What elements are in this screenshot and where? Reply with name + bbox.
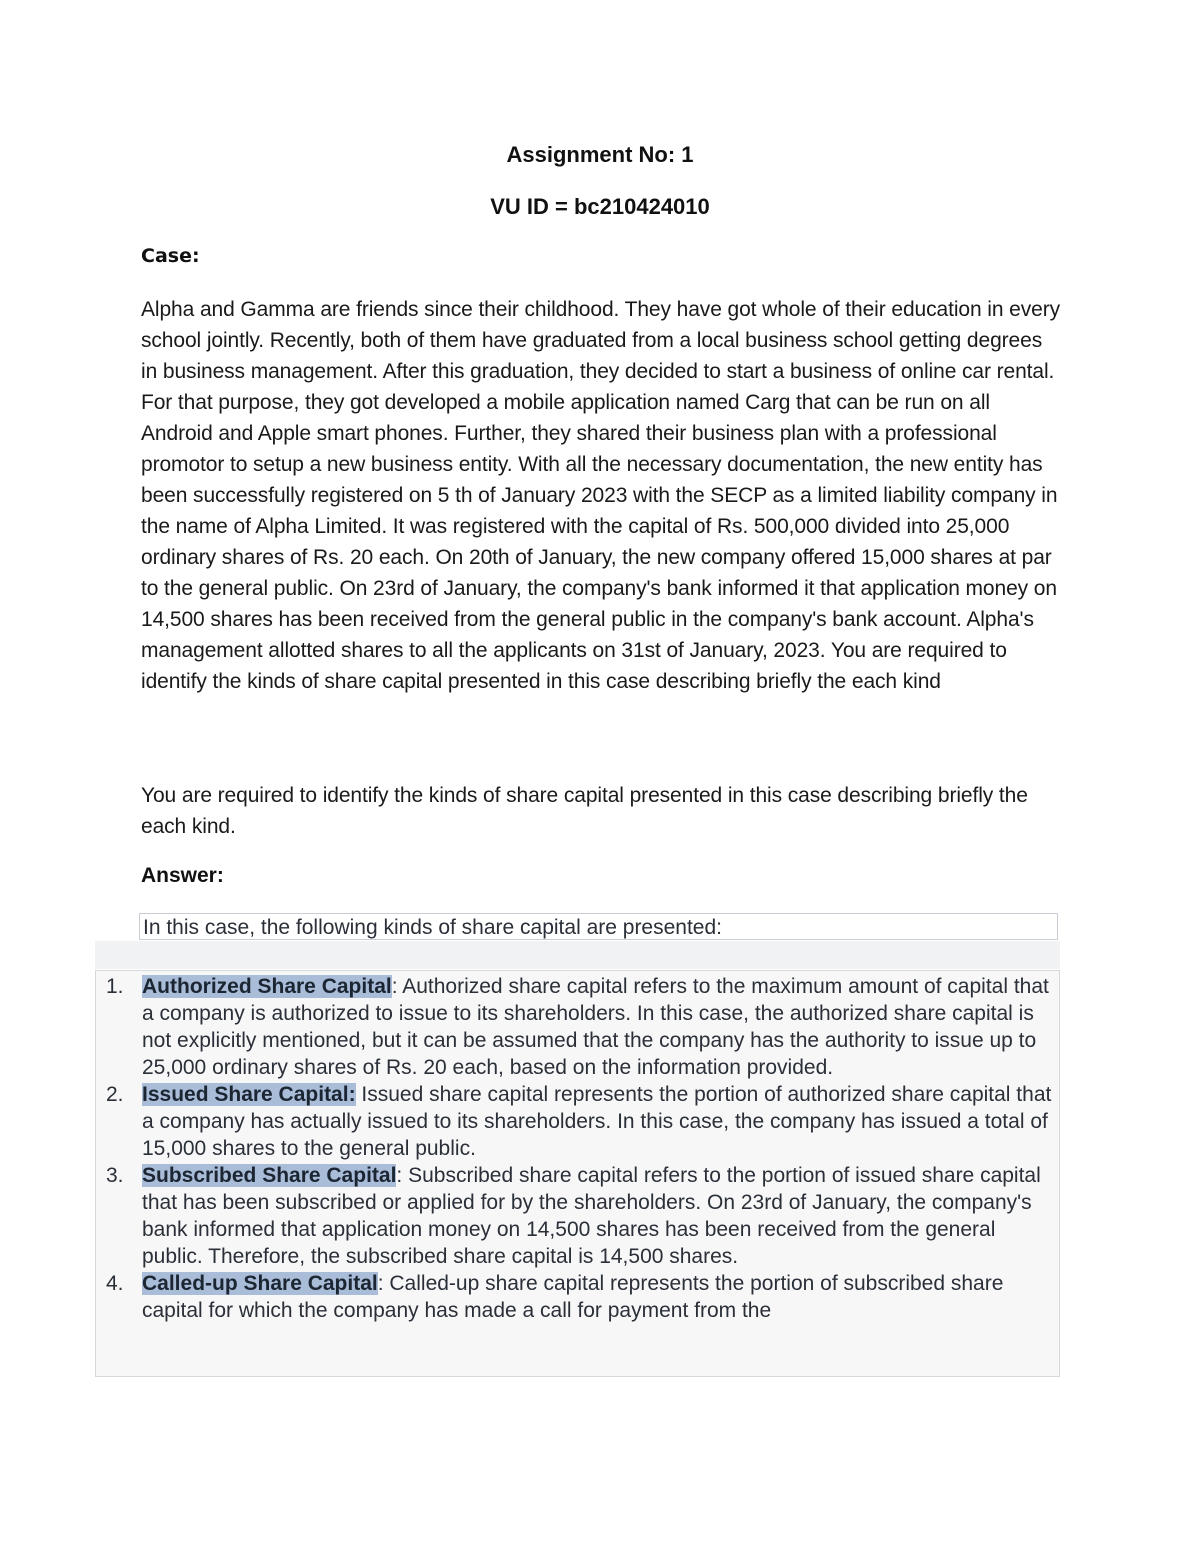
case-paragraph: Alpha and Gamma are friends since their childhood. They have got whole of their education in every school jointly. Recently, both of them have graduated from a local business school getting degrees in business management. After this graduation, they decided to start a business of online car rental. For that purpose, they got developed a mobile application named Carg that can be run on all Android and Apple smart phones. Further, they shared their business plan with a professional promotor to setup a new business entity. With all the necessary documentation, the new entity has been successfully registered on 5 th of January 2023 with the SECP as a limited liability company in the name of Alpha Limited. It was registered with the capital of Rs. 500,000 divided into 25,000 ordinary shares of Rs. 20 each. On 20th of January, the new company offered 15,000 shares at par to the general public. On 23rd of January, the company's bank informed it that application money on 14,500 shares has been received from the general public in the company's bank account. Alpha's management allotted shares to all the applicants on 31st of January, 2023. You are required to identify the kinds of share capital presented in this case describing briefly the each kind: [141, 298, 1061, 693]
list-item: [96, 1081, 1060, 1162]
share-capital-list: [96, 973, 1060, 1324]
term-highlight: Issued Share Capital:: [142, 1083, 356, 1106]
term-description: : Subscribed share capital refers to the portion of issued share capital that has been subscribed or applied for by the shareholders. On 23rd of January, the company's bank informed that application money on 14,500 shares has been received from the general public. Therefore, the subscribed share capital is 14,500 shares.: [142, 1164, 1041, 1268]
vu-id: VU ID = bc210424010: [490, 194, 710, 219]
list-item: [96, 1162, 1060, 1270]
answer-heading: Answer:: [141, 864, 224, 887]
term-description: : Called-up share capital represents the portion of subscribed share capital for which the company has made a call for payment from the: [142, 1272, 1004, 1322]
list-number: 2.: [106, 1083, 124, 1106]
term-description: Issued share capital represents the portion of authorized share capital that a company has actually issued to its shareholders. In this case, the company has issued a total of 15,000 shares to the general public.: [142, 1083, 1052, 1160]
list-number: 3.: [106, 1164, 124, 1187]
list-item: [96, 973, 1060, 1081]
question-paragraph: You are required to identify the kinds of share capital presented in this case describing briefly the each kind.: [141, 784, 1028, 838]
answer-gap-band: [95, 941, 1060, 969]
term-description: : Authorized share capital refers to the maximum amount of capital that a company is authorized to issue to its shareholders. In this case, the authorized share capital is not explicitly mentioned, but it can be assumed that the company has the authority to issue up to 25,000 ordinary shares of Rs. 20 each, based on the information provided.: [142, 975, 1049, 1079]
assignment-title: Assignment No: 1: [506, 142, 694, 167]
answer-intro: In this case, the following kinds of share capital are presented:: [139, 913, 1058, 940]
answer-list-panel: [95, 970, 1060, 1377]
case-heading: Case:: [141, 245, 200, 267]
term-highlight: Authorized Share Capital: [142, 975, 392, 998]
list-number: 1.: [106, 975, 124, 998]
list-item: [96, 1270, 1060, 1324]
list-number: 4.: [106, 1272, 124, 1295]
term-highlight: Subscribed Share Capital: [142, 1164, 397, 1187]
term-highlight: Called-up Share Capital: [142, 1272, 378, 1295]
